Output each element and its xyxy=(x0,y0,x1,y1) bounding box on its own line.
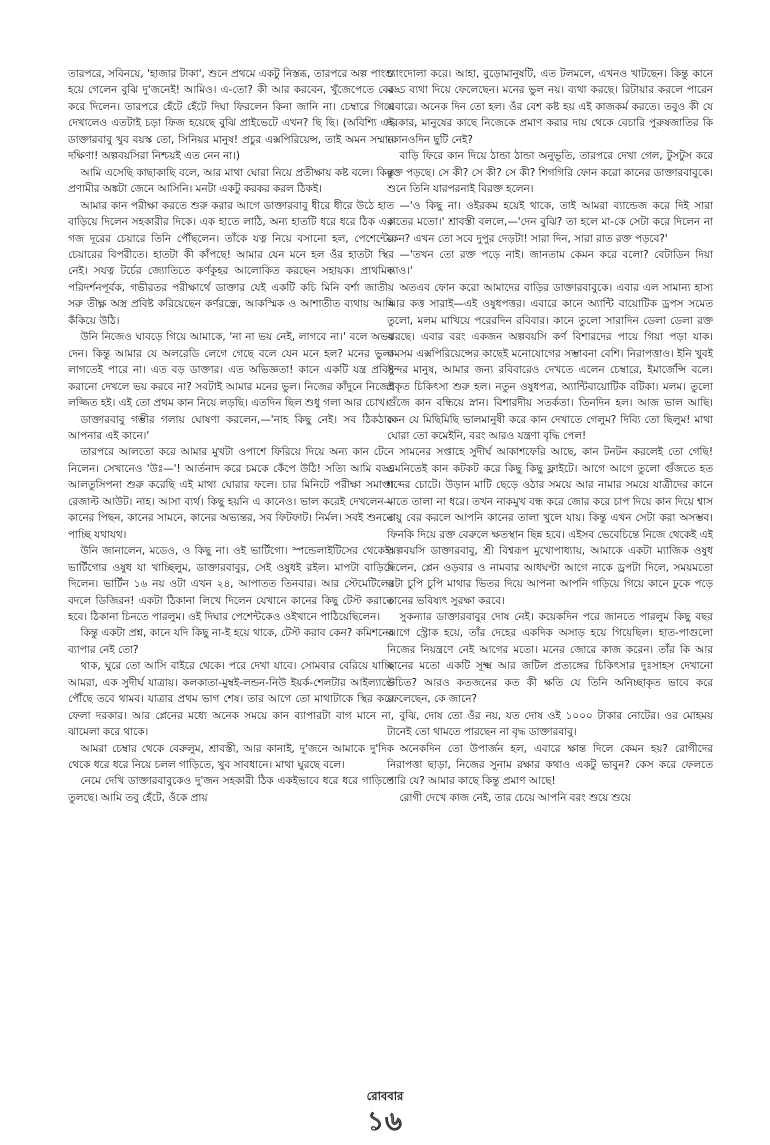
paragraph: চ্যাংদোলা করে। আহা, বুড়োমানুষটি, এত টলমলে, এখনও খাটছেন। কিন্তু কানে বড্ড ব্যথা দিয়ে ফেলেছেন। মনের ভুল নয়। ব্যথা করছে। রিটায়ার করলে পারেন এবারে। অনেক দিন তো হল। ওঁর বেশ কষ্ট হয় এই কাজকর্ম করতে। তবুও কী যে দরকার, মানুষের কাছে নিজেকে প্রমাণ করার দায় থেকে বেচারি পুরুষজাতির কি কোনওদিন ছুটি নেই? xyxy=(387,68,713,146)
paragraph: সুকন্যার ডাক্তারবাবুর দোষ নেই। কয়েকদিন পরে জানতে পারলুম কিছু বছর আগে স্ট্রোক হয়ে, তাঁর দেহের একদিক অসাড় হয়ে গিয়েছিল। হাত-পাগুলো নিজের নিয়ন্ত্রণে নেই আগের মতো। মনের জোরে কাজ করেন। তাঁর কি আর কানের মতো একটি সূক্ষ্ম আর জটিল প্রত্যঙ্গের চিকিৎসার দুঃসাহস দেখানো উচিত? আরও কতজনের কত কী ক্ষতি যে তিনি অনিচ্ছাকৃত ভাবে করে ফেলেছেন, কে জানে? xyxy=(387,610,713,706)
paragraph: বাড়ি ফিরে কান দিয়ে ঠান্ডা ঠান্ডা অনুভূতি, তারপরে দেখা গেল, টুসটুস করে রক্ত পড়ছে। সে কী? সে কী? সে কী? শিগগিরি ফোন করো কানের ডাক্তারবাবুকে। শুনে তিনি যারপরনাই বিরক্ত হলেন। xyxy=(387,150,713,196)
right-text-column xyxy=(387,66,713,1091)
paragraph: ডাক্তারবাবু গম্ভীর গলায় ঘোষণা করলেন,—'নাহ কিছু নেই। সব ঠিকঠাক আপনার এই কানে।' xyxy=(68,413,394,442)
paragraph: নেমে দেখি ডাক্তারবাবুকেও দু'জন সহকারী ঠিক একইভাবে ধরে ধরে গাড়িতে তুলছে। আমি তবু হেঁটে, ওঁকে প্রায় xyxy=(68,775,394,804)
paragraph: আমার কান পরীক্ষা করতে শুরু করার আগে ডাক্তারবাবু ধীরে ধীরে উঠে হাত বাড়িয়ে দিলেন সহকারীর দিকে। এক হাতে লাঠি, অন্য হাতটি ধরে ধরে ঠিক এক গজ দূরের চেয়ারে তিনি পৌঁছলেন। তাঁকে যত্ন নিয়ে বসানো হল, পেশেন্টের চেয়ারের বিপরীতে। হাতটা কী কাঁপছে! আমার যেন মনে হল ওঁর হাতটা স্থির নেই। সযত্ন টর্চের জ্যোতিতে কর্ণকুহর আলোকিত করছেন সহায়ক। প্রাথমিক পরিদর্শনপূর্বক, গভীরতর পরীক্ষার্থে ডাক্তার যেই একটি কচি মিনি বর্শা জাতীয় সরু তীক্ষ্ণ অস্ত্র প্রবিষ্ট করিয়েছেন কর্ণরন্ধ্রে, আকস্মিক ও আশাতীত ব্যথায় আমি কঁকিয়ে উঠি। xyxy=(68,199,394,327)
paragraph: —'তখন তো রক্ত পড়ে নাই। জানতাম কেমন করে বলো? বেটাডিন দিয়া দ্যাও।' xyxy=(387,248,713,278)
paragraph: বুঝি, দোষ তো ওঁর নয়, যত দোষ ওই ১০০০ টাকার নোটের। ওর মোহময় টানেই তো থামতে পারছেন না বৃদ্ধ ডাক্তারবাবু। xyxy=(387,709,713,739)
paragraph: উনি নিজেও ঘাবড়ে গিয়ে আমাকে, 'না না ভয় নেই, লাগবে না।' বলে অভয় দেন। কিন্তু আমার যে অলরেডি লেগে গেছে বলে যেন মনে হল? মনের ভুল। লাগতেই পারে না। এত বড় ডাক্তার। এত অভিজ্ঞতা! কানে একটি যন্ত্র প্রবিষ্ট করানো দেখলে ভয় করবে না? সবটাই আমার মনের ভুল। নিজের কাঁদুনে নিজেই লজ্জিত হই। এই তো প্রথম কান নিয়ে লড়ছি। এতদিন ছিল শুধু গলা আর চোখ। xyxy=(68,331,394,410)
paragraph: আমরা চেম্বার থেকে বেরুলুম, শ্রাবস্তী, আর কানাই, দু'জনে আমাকে দু'দিক থেকে ধরে ধরে নিয়ে চলল গাড়িতে, খুব সাবধানে। মাথা ঘুরছে বলে। xyxy=(68,742,394,772)
paragraph: সামনের সপ্তাহে সুদীর্ঘ আকাশফেরি আছে, কান টনটন করলেই তো গেছি! এমনিতেই কান কটকট করে কিছু কিছু ফ্লাইটে। আগে আগে তুলো গুঁজতে হত শব্দের চোটে। উড়ান মাটি ছেড়ে ওঠার সময়ে আর নামার সময়ে যাত্রীদের কানে যাতে তালা না ধরে। তখন নাকমুখ বন্ধ করে জোর করে চাপ দিয়ে কান দিয়ে শ্বাস বায়ু বের করলে আপনি কানের তালা খুলে যায়। কিন্তু এখন সেটা করা অসম্ভব। ফিনকি দিয়ে রক্ত বেরুলে ক্ষতস্থান ছিন্ন হবে। এইসব ভেবেচিন্তে নিজে থেকেই এই অল্পবয়সি ডাক্তারবাবু, শ্রী বিশ্বরূপ মুখোপাধ্যায়, আমাকে একটা ম্যাজিক ওষুধ দিলেন, প্লেন ওড়বার ও নামবার আধঘণ্টা আগে নাকে ড্রপটা দিলে, সময়মতো ওটা চুপি চুপি মাথার ভিতর দিয়ে আপনা আপনি গড়িয়ে গিয়ে কানে ঢুকে পড়ে কানের ভবিষ্যৎ সুরক্ষা করবে। xyxy=(387,446,713,607)
paragraph: আমি এসেছি কাছাকাছি বলে, আর মাথা ঘোরা নিয়ে প্রতীক্ষায় কষ্ট বলে। কিন্তু প্রণামীর অঙ্কটা জেনে আসিনি। মনটা একটু করকর করল ঠিকই। xyxy=(68,166,394,196)
magazine-name: রোববার xyxy=(366,1089,404,1103)
paragraph: —'ও কিছু না। ওইরকম হয়েই থাকে, তাই আমরা ব্যান্ডেজ করে দিই সারা রাতের মতো।' শ্রাবস্তী বললে,—'দেন বুঝি? তা হলে মা-কে সেটা করে দিলেন না কেন? এখন তো সবে দুপুর দেড়টা! সারা দিন, সারা রাত রক্ত পড়বে?' xyxy=(387,199,713,245)
paragraph: অতএব ফোন করো আমাদের বাড়ির ডাক্তারবাবুকে। এবার এল সামান্য হাস্য আর কত্ত সারাই—এই ওষুধপত্তর। এবারে কানে অ্যান্টি বায়োটিক ড্রপস সমেত তুলো, মলম মাখিয়ে পরেরদিন রবিবার। কানে তুলো সারাদিন ডেলা ডেলা রক্ত ঝরছে। এবার বরং একজন অল্পবয়সি কর্ণ বিশারদের পায়ে গিয়া পড়া যাক। কমসম এক্সপিরিয়েন্সের কাছেই মনোযোগের সম্ভাবনা বেশি। নিরাপত্তাও। ইনি খুবই সুন্দর মানুষ, আমার জন্য রবিবারেও দেখতে এলেন চেম্বারে, ইমার্জেন্সি বলে। প্রকৃত চিকিৎসা শুরু হল। নতুন ওষুধপত্র, অ্যান্টিবায়োটিক বটিকা। মলম। তুলো গুঁজে কান বন্ধিয়ে স্নান। বিশারদীয় সতর্কতা। তিনদিন হল। আজ ভাল আছি। কেন যে মিছিমিছি ভালমানুষী করে কান দেখাতে গেলুম? দিব্যি তো ছিলুম! মাথা ঘোরা তো কমেইনি, বরং আরও যন্ত্রণা বৃদ্ধি পেল! xyxy=(387,281,713,442)
left-text-column xyxy=(68,66,394,1091)
paragraph: রোগী দেখে কাজ নেই, তার চেয়ে আপনি বরং শুয়ে শুয়ে xyxy=(399,791,631,804)
paragraph: তারপরে, সবিনয়ে, 'হাজার টাকা', শুনে প্রথমে একটু নিস্তব্ধ, তারপরে অল্প পাংশু হয়ে গেলেন বুঝি দু'জনেই! আমিও। এ-তো? কী আর করবেন, খুঁজেপেতে বের করে দিলেন। তারপরে হেঁটে হেঁটে দিঘা ফিরলেন কিনা জানি না। চেম্বারে গিয়ে দেখালেও এতটাই চড়া ফিজ হয়েছে বুঝি প্রাইভেটে এখন? ছি ছি। (অবিশ্যি এই ডাক্তারবাবু খুব বয়স্ক তো, সিনিয়র মানুষ! প্রচুর এক্সপিরিয়েন্স, তাই অমন সম্মান দক্ষিণা! অল্পবয়সিরা নিশ্চয়ই এত নেন না।) xyxy=(68,68,394,163)
paragraph: অনেকদিন তো উপার্জন হল, এবারে ক্ষান্ত দিলে কেমন হয়? রোগীদের নিরাপত্তা ছাড়া, নিজের সুনাম রক্ষার কথাও একটু ভাবুন? কেস করে ফেলতে পারি যে? আমার কাছে কিন্তু প্রমাণ আছে! xyxy=(387,742,713,788)
paragraph: থাক, ঘুরে তো আসি বাইরে থেকে। পরে দেখা যাবে। সোমবার বেরিয়ে যাচ্ছি আমরা, এক সুদীর্ঘ যাত্রায়। কলকাতা-মুম্বই-লন্ডন-নিউ ইয়র্ক-শেলটার আইল্যান্ডে পৌঁছে তবে থামব। যাত্রার প্রথম ভাগ শেষ। তার আগে তো মাথাটাকে স্থির করে ফেলা দরকার। আর প্লেনের মধ্যে অনেক সময়ে কান ব্যাপারটা বাগ মানে না, ঝামেলা করে থাকে। xyxy=(68,660,394,739)
paragraph: কিন্তু একটা প্রশ্ন, কানে যদি কিছু না-ই হয়ে থাকে, টেস্ট করাব কেন? কমিশনের ব্যাপার নেই তো? xyxy=(68,627,394,656)
paragraph: তারপরে আলতো করে আমার মুখটা ওপাশে ফিরিয়ে দিয়ে অন্য কান টেনে নিলেন। সেখানেও 'উঃ—'! আর্তনাদ করে চমকে কেঁপে উঠি! সত্যি আমি বড্ড আলতুসিপনা শুরু করেছি এই মাথা ঘোরার ফলে। চার মিনিটে পরীক্ষা সমাপ্ত। রেজাল্ট আউট। নাহ। আসা ব্যর্থ। কিছু হয়নি এ কানেও। ভাল করেই দেখলেন—কানের পিছন, কানের সামনে, কানের অভ্যন্তর, সব ফিটফাট। নির্মল। সবই শুনতে পাচ্ছি যথাযথ। xyxy=(68,446,394,541)
paragraph: উনি জানালেন, মডেও, ও কিছু না। ওই ভার্টিগো। স্পন্ডেলাইটিসের থেকেই। ভার্টিগোর ওষুধ যা খাচ্ছিলুম, ডাক্তারবাবুর, সেই ওষুধই রইল। মাপটা বাড়িয়ে দিলেন। ভার্টিন ১৬ নয় ওটা এখন ২৪, আপাতত তিনবার। আর স্টেমেটিলের বদলে ডিজিরন! একটা ঠিকানা লিখে দিলেন যেখানে কানের কিছু টেস্ট করাতে হবে। ঠিকানা চিনতে পারলুম। ওই দিঘার পেশেন্টকেও ওইখানে পাঠিয়েছিলেন। xyxy=(68,545,394,623)
page-number: ১৬ xyxy=(367,1107,403,1137)
